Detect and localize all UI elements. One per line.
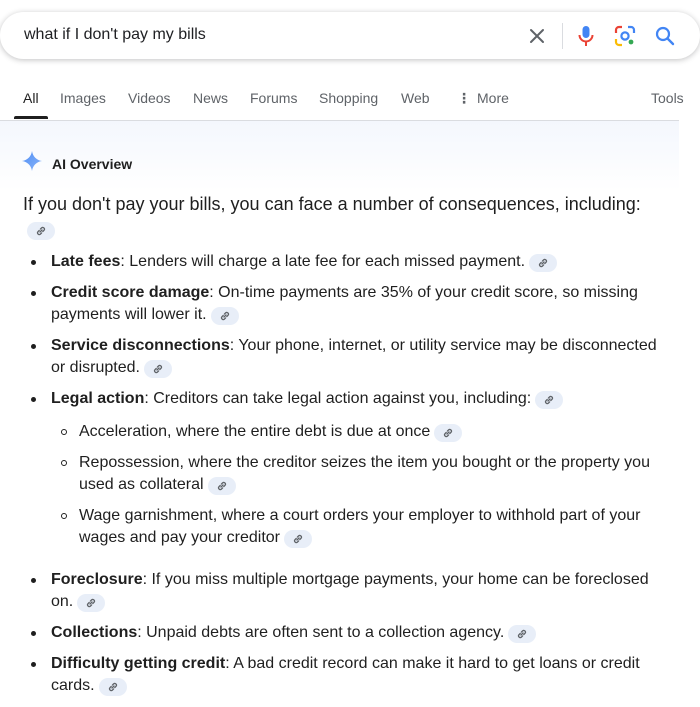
clear-icon[interactable]	[526, 25, 548, 47]
bullet	[31, 631, 36, 636]
bullet	[31, 260, 36, 265]
tab-more[interactable]	[457, 90, 509, 121]
ai-overview-title: AI Overview	[52, 155, 133, 172]
item-text: : A bad credit record can make it hard to get loans or credit cards.	[51, 655, 640, 694]
search-bar[interactable]	[0, 12, 700, 59]
item-text: : Lenders will charge a late fee for each missed payment.	[120, 253, 526, 270]
item-term: Collections	[51, 624, 138, 641]
search-input[interactable]: what if I don't pay my bills	[24, 26, 206, 43]
link-icon[interactable]	[27, 222, 55, 240]
sparkle-icon	[22, 151, 42, 176]
link-icon[interactable]	[508, 625, 536, 643]
list-item	[23, 653, 663, 697]
item-text: : If you miss multiple mortgage payments, your home can be foreclosed on.	[51, 571, 649, 610]
bullet	[31, 578, 36, 583]
tab-videos[interactable]: Videos	[128, 90, 171, 106]
link-icon[interactable]	[99, 678, 127, 696]
sub-list-item	[23, 452, 663, 496]
search-tabs	[0, 88, 684, 121]
item-term: Credit score damage	[51, 284, 210, 301]
list-item	[23, 622, 663, 644]
lens-icon[interactable]	[614, 25, 636, 47]
bullet	[31, 344, 36, 349]
ai-overview-header	[22, 151, 132, 176]
item-text: : On-time payments are 35% of your credit score, so missing payments will lower it.	[51, 284, 638, 323]
tab-images[interactable]: Images	[60, 90, 106, 106]
item-term: Difficulty getting credit	[51, 655, 226, 672]
link-icon[interactable]	[535, 391, 563, 409]
hollow-bullet	[61, 513, 67, 519]
more-vert-icon: ⋮	[457, 90, 471, 106]
tab-shopping[interactable]: Shopping	[319, 90, 379, 106]
search-icon[interactable]	[654, 25, 676, 47]
search-divider	[562, 23, 563, 49]
list-item	[23, 251, 663, 273]
list-item	[23, 569, 663, 613]
link-icon[interactable]	[434, 424, 462, 442]
tab-more-label: More	[477, 90, 509, 106]
link-icon[interactable]	[284, 530, 312, 548]
tab-tools[interactable]: Tools	[651, 90, 684, 106]
bullet	[31, 662, 36, 667]
item-text: : Creditors can take legal action against you, including:	[144, 390, 532, 407]
list-item	[23, 282, 663, 326]
bullet	[31, 397, 36, 402]
ai-overview-panel	[0, 121, 679, 707]
item-term: Service disconnections	[51, 337, 230, 354]
item-text: : Your phone, internet, or utility service may be disconnected or disrupted.	[51, 337, 657, 376]
ai-overview-intro	[23, 192, 643, 240]
sub-list-item	[23, 505, 663, 549]
link-icon[interactable]	[144, 360, 172, 378]
list-item	[23, 388, 663, 410]
item-text: : Unpaid debts are often sent to a collection agency.	[137, 624, 505, 641]
link-icon[interactable]	[208, 477, 236, 495]
item-term: Legal action	[51, 390, 145, 407]
item-term: Foreclosure	[51, 571, 143, 588]
bullet	[31, 291, 36, 296]
tab-all[interactable]: All	[23, 90, 39, 106]
link-icon[interactable]	[77, 594, 105, 612]
sub-list-item	[23, 421, 663, 443]
hollow-bullet	[61, 460, 67, 466]
sub-item-text: Wage garnishment, where a court orders your employer to withhold part of your wages and pay your creditor	[79, 507, 641, 546]
link-icon[interactable]	[529, 254, 557, 272]
mic-icon[interactable]	[575, 25, 597, 47]
item-term: Late fees	[51, 253, 121, 270]
hollow-bullet	[61, 429, 67, 435]
tab-news[interactable]: News	[193, 90, 229, 106]
intro-text: If you don't pay your bills, you can face a number of consequences, including:	[23, 194, 641, 214]
list-item	[23, 335, 663, 379]
sub-item-text: Acceleration, where the entire debt is due at once	[79, 423, 431, 440]
link-icon[interactable]	[211, 307, 239, 325]
active-tab-indicator	[14, 116, 48, 119]
tab-forums[interactable]: Forums	[250, 90, 298, 106]
sub-item-text: Repossession, where the creditor seizes the item you bought or the property you used as collateral	[79, 454, 650, 493]
tab-web[interactable]: Web	[401, 90, 430, 106]
